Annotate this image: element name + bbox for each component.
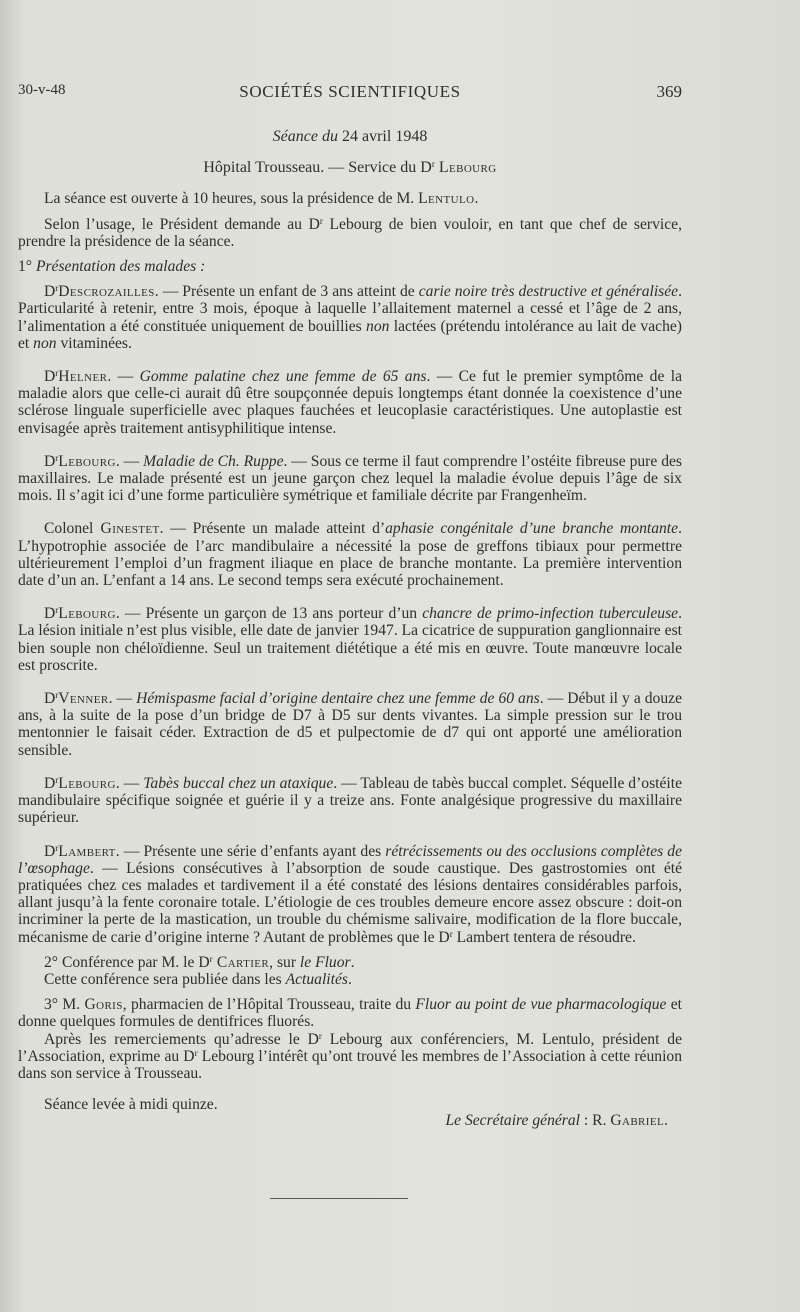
case-presenter-name: Ginestet — [93, 520, 160, 538]
case-description: . — Tableau de tabès buccal complet. Séquelle d’ostéite mandibulaire spécifique soignée et guérie il y a treize ans. Fonte analgésique progressive du maxillaire supérieur. — [18, 774, 682, 827]
case-title-sup: r — [55, 605, 59, 616]
thanks-sup-2: r — [194, 1047, 198, 1058]
case-intro: . — Présente une série d’enfants ayant des — [115, 842, 386, 860]
conf2-pub-pre: Cette conférence sera publiée dans les — [44, 970, 286, 988]
opening-paragraph — [18, 190, 682, 207]
case-list — [18, 283, 682, 946]
case-diagnosis: Maladie de Ch. Ruppe — [143, 452, 284, 470]
case-intro: . — — [108, 690, 137, 708]
session-date: 24 avril — [341, 128, 392, 145]
thanks-sup-1: r — [318, 1030, 322, 1041]
case-intro: . — — [107, 368, 140, 386]
case-title-sup: r — [55, 452, 59, 463]
case-presentation — [18, 283, 682, 352]
signature — [445, 1112, 668, 1129]
article-body — [18, 128, 682, 1130]
case-title-prefix: D — [44, 605, 56, 623]
case-presenter-name: Descrozailles — [58, 283, 155, 301]
case-intro: . — Présente un garçon de 13 ans porteur d’un — [115, 605, 423, 623]
case-presenter-name: Lambert — [58, 842, 116, 860]
case-title-prefix: D — [44, 452, 56, 470]
conf2-sup: r — [209, 953, 213, 964]
case-title-sup: r — [55, 368, 59, 379]
conf3-topic: Fluor au point de vue pharmacologique — [415, 996, 667, 1014]
session-year: 1948 — [395, 128, 428, 145]
conference-3 — [18, 996, 682, 1030]
case-description: . — Lésions consécutives à l’absorption de soude caustique. Des gastrostomies ont été pratiquées chez ces malades et tardivement il a été constaté des lésions dentaires considérables parfois, allant jusqu’à la fente coronaire totale. L’étiologie de ces troubles demeure encore assez obscure : doit-on incriminer la perte de la mastication, un trouble du chémisme salivaire, modification de la flore buccale, mécanisme de carie d’origine interne ? Autant de problèmes que le D — [18, 859, 682, 946]
case-description: . Particularité à retenir, entre 3 mois, époque à laquelle l’allaitement maternel a cessé et l’âge de 2 ans, l’alimentation a été constituée uniquement de bouillies — [18, 283, 682, 335]
conf3-pre: M. — [58, 996, 85, 1014]
opening-text: La séance est ouverte à 10 heures, sous la présidence de M. — [44, 190, 419, 208]
case-description: . — Ce fut le premier symptôme de la maladie alors que celle-ci aurait dû être soupçonnée depuis longtemps étant donnée la coexistence d’une sclérose linguale superficielle avec plaques fauchées et leucoplasie caractéristiques. Une autoplastie est envisagée après traitement antisyphilitique intense. — [18, 368, 682, 437]
case-description: . — Début il y a douze ans, à la suite de la pose d’un bridge de D7 à D5 sur dents vivantes. La simple pression sur le trou mentonnier le faisait céder. Extraction de d5 et pulpectomie de d7 qui ont apporté une amélioration sensible. — [18, 690, 682, 759]
signature-title: Le Secrétaire général — [445, 1112, 580, 1130]
end-rule — [270, 1198, 408, 1199]
hospital-prefix: Hôpital Trousseau. — Service du D — [203, 159, 432, 177]
case-title-prefix: Colonel — [44, 520, 94, 538]
session-heading — [18, 128, 682, 145]
case-title-prefix: D — [44, 368, 56, 386]
case-diagnosis: rétrécissements ou des occlusions complètes de l’œsophage — [18, 842, 682, 877]
case-title-sup: r — [55, 774, 59, 785]
usage-pre: Selon l’usage, le Président demande au D — [44, 215, 320, 233]
section-1-number: 1° — [18, 258, 33, 276]
case-presenter-name: Venner — [58, 690, 109, 708]
case-description: . La lésion initiale n’est plus visible, elle date de janvier 1947. La cicatrice de suppuration ganglionnaire est bien souple non chéloïdienne. Seul un traitement diététique a été mis en œuvre. Toute manœuvre locale est proscrite. — [18, 605, 682, 674]
conf2-pre: Conférence par M. le D — [58, 953, 210, 971]
conf3-mid: , pharmacien de l’Hôpital Trousseau, traite du — [122, 996, 416, 1014]
thanks-end: Lebourg l’intérêt qu’ont trouvé les membres de l’Association à cette réunion dans son service à Trousseau. — [18, 1047, 682, 1082]
conf2-end: . — [350, 953, 355, 971]
case-diagnosis: Hémispasme facial d’origine dentaire chez une femme de 60 ans — [136, 690, 540, 708]
case-presenter-name: Helner — [58, 368, 108, 386]
case-emphasis-2: non — [366, 317, 390, 335]
usage-sup: r — [319, 215, 323, 226]
case-description-2: lactées (prétendu intolérance au lait de vache) et — [18, 317, 682, 352]
case-diagnosis: aphasie congénitale d’une branche montante — [385, 520, 679, 538]
conf2-topic: le Fluor — [299, 953, 351, 971]
case-title-prefix: D — [44, 842, 56, 860]
case-presentation — [18, 368, 682, 437]
case-title-prefix: D — [44, 690, 56, 708]
case-presentation — [18, 520, 682, 589]
conf3-speaker: Goris — [84, 996, 123, 1014]
opening-end: . — [474, 190, 479, 208]
case-title-prefix: D — [44, 774, 56, 792]
case-diagnosis: carie noire très destructive et généralisée — [418, 283, 679, 301]
section-1-heading — [18, 258, 682, 275]
case-diagnosis: chancre de primo-infection tuberculeuse — [422, 605, 679, 623]
case-presentation — [18, 690, 682, 759]
case-intro: . — — [115, 452, 144, 470]
closing-block — [18, 1096, 682, 1130]
case-presenter-name: Lebourg — [58, 774, 116, 792]
thanks-paragraph — [18, 1031, 682, 1083]
case-diagnosis: Tabès buccal chez un ataxique — [143, 774, 334, 792]
case-emphasis-3: non — [33, 334, 57, 352]
case-title-sup: r — [55, 690, 59, 701]
case-intro: . — — [115, 774, 144, 792]
conf2-speaker: Cartier — [212, 953, 270, 971]
conf2-pub-journal: Actualités — [285, 970, 348, 988]
case-description: . L’hypotrophie associée de l’arc mandibulaire a nécessité la pose de greffons tibiaux pour permettre ultérieurement l’emploi d’un fragment iliaque en place de branche montante. La première intervention date d’un an. L’enfant a 14 ans. Le second temps sera exécuté prochainement. — [18, 520, 682, 590]
case-presentation — [18, 453, 682, 505]
case-description: . — Sous ce terme il faut comprendre l’ostéite fibreuse pure des maxillaires. Le malade présenté est un jeune garçon chez lequel la maladie évolue depuis l’âge de six mois. Il s’agit ici d’une forme particulière symétrique et familiale décrite par Frangenheïm. — [18, 452, 682, 505]
closing-text: Séance levée à midi quinze. — [44, 1096, 218, 1114]
case-intro: . — Présente un malade atteint d’ — [159, 520, 386, 538]
hospital-line — [18, 159, 682, 176]
session-label: Séance du — [272, 128, 338, 145]
conf2-pub-end: . — [347, 970, 352, 988]
signature-name: Gabriel — [610, 1112, 665, 1130]
page-number: 369 — [656, 82, 682, 101]
header-title: SOCIÉTÉS SCIENTIFIQUES — [239, 82, 461, 101]
conf2-mid: , sur — [269, 953, 300, 971]
conf3-number: 3° — [44, 996, 59, 1014]
president-name: Lentulo — [418, 190, 475, 208]
case-title-sup: r — [55, 842, 59, 853]
header-date: 30-v-48 — [18, 82, 66, 98]
conference-2 — [18, 954, 682, 971]
conference-2-publication — [18, 971, 682, 988]
case-presentation — [18, 843, 682, 946]
usage-post: Lebourg de bien vouloir, en tant que chef de service, prendre la présidence de la séance. — [18, 215, 682, 250]
usage-paragraph — [18, 216, 682, 250]
case-title-prefix: D — [44, 283, 56, 301]
lambert-tail-text: Lambert tentera de résoudre. — [452, 928, 636, 946]
running-header — [18, 82, 682, 106]
signature-end: . — [664, 1112, 668, 1130]
thanks-mid: Lebourg aux conférenciers, M. Lentulo, président de l’Association, exprime au D — [18, 1030, 682, 1065]
case-description-3: vitaminées. — [56, 334, 132, 352]
signature-sep: : R. — [579, 1112, 611, 1130]
hospital-sup: r — [431, 159, 435, 170]
section-1-title: Présentation des malades : — [35, 258, 206, 276]
thanks-pre: Après les remerciements qu’adresse le D — [44, 1030, 319, 1048]
case-title-sup: r — [55, 283, 59, 294]
case-presentation — [18, 605, 682, 674]
case-presenter-name: Lebourg — [58, 605, 116, 623]
case-presentation — [18, 775, 682, 827]
case-intro: . — Présente un enfant de 3 ans atteint de — [154, 283, 419, 301]
case-presenter-name: Lebourg — [58, 452, 116, 470]
hospital-service-name: Lebourg — [438, 159, 497, 177]
case-diagnosis: Gomme palatine chez une femme de 65 ans — [139, 368, 427, 386]
conf3-end: et donne quelques formules de dentifrices fluorés. — [18, 996, 683, 1031]
lambert-tail-sup: r — [449, 928, 453, 939]
conf2-number: 2° — [44, 953, 59, 971]
